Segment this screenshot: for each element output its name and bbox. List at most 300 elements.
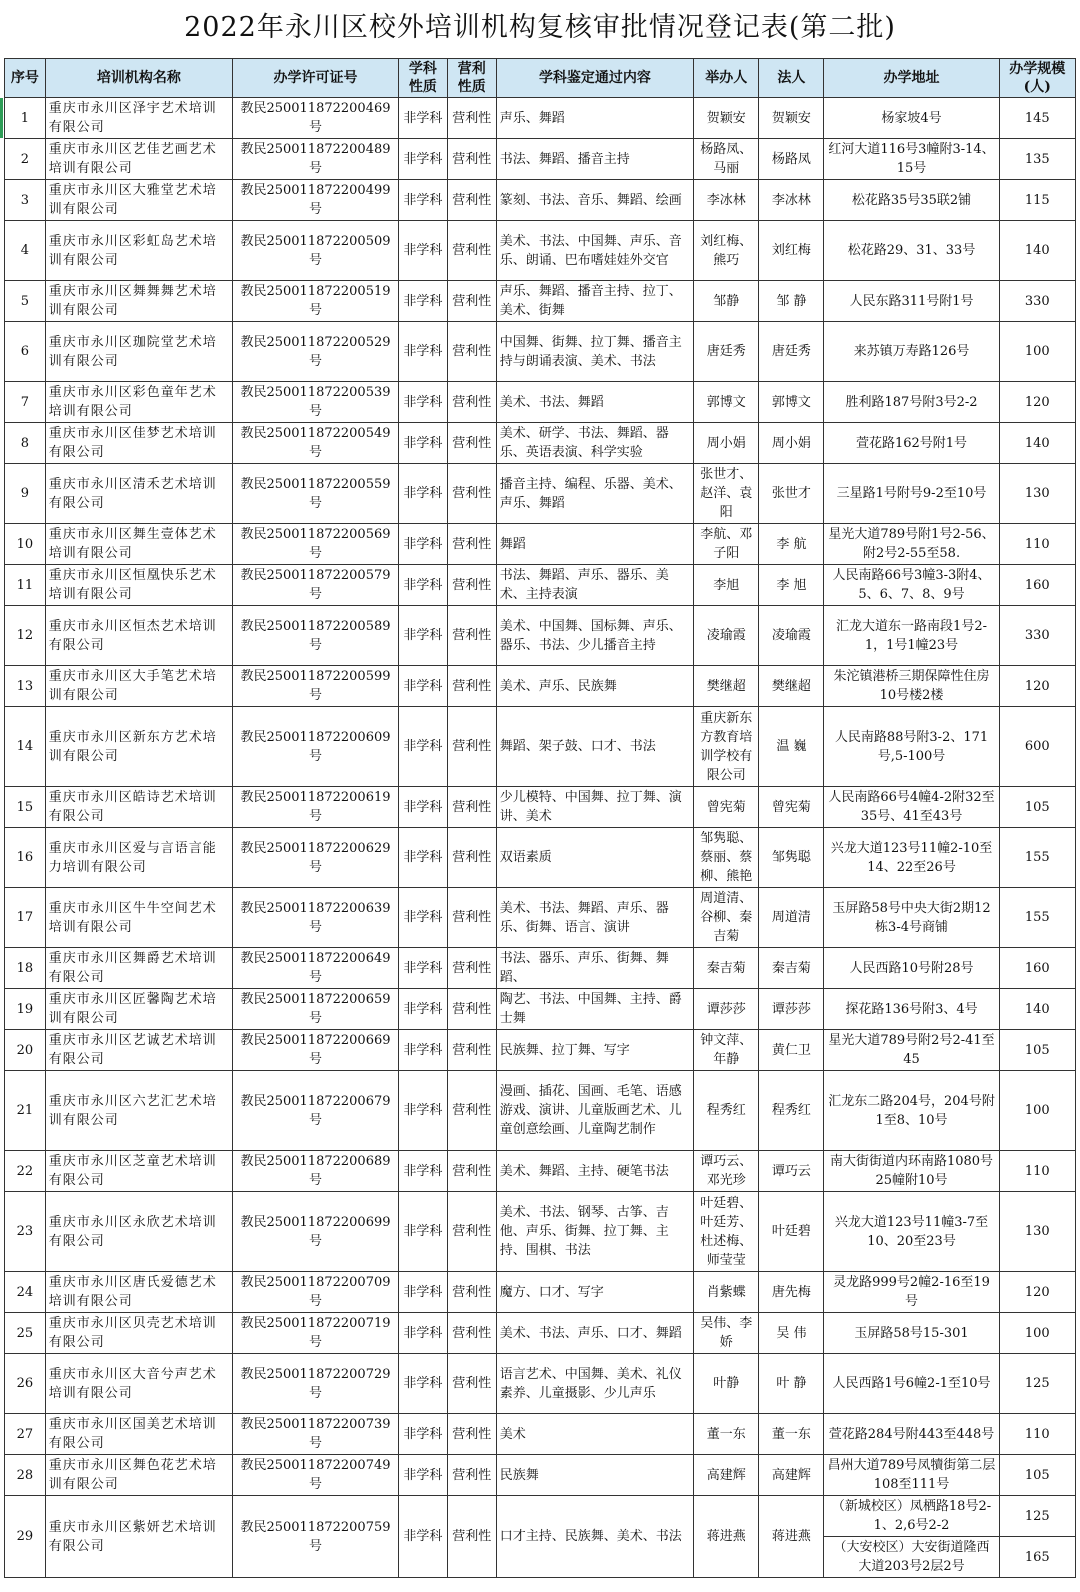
cell-profit: 营利性 <box>447 1151 496 1192</box>
cell-organizer: 肖紫蝶 <box>694 1272 759 1313</box>
cell-profit: 营利性 <box>447 565 496 606</box>
cell-scale: 330 <box>999 281 1075 322</box>
cell-organizer: 樊继超 <box>694 666 759 707</box>
cell-organizer: 郭博文 <box>694 382 759 423</box>
cell-subject: 非学科 <box>398 606 447 666</box>
cell-subject: 非学科 <box>398 948 447 989</box>
cell-subject: 非学科 <box>398 707 447 787</box>
cell-content: 美术、书法、钢琴、古筝、吉他、声乐、街舞、拉丁舞、主持、围棋、书法 <box>496 1192 694 1272</box>
cell-subject: 非学科 <box>398 281 447 322</box>
cell-license: 教民250011872200739号 <box>233 1414 399 1455</box>
cell-legal: 李 旭 <box>759 565 824 606</box>
header-profit: 营利性质 <box>447 59 496 98</box>
cell-profit: 营利性 <box>447 382 496 423</box>
cell-content: 美术 <box>496 1414 694 1455</box>
cell-organizer: 叶廷碧、叶廷芳、杜述梅、师莹莹 <box>694 1192 759 1272</box>
cell-subject: 非学科 <box>398 1354 447 1414</box>
cell-name: 重庆市永川区贝壳艺术培训有限公司 <box>45 1313 232 1354</box>
cell-organizer: 刘红梅、熊巧 <box>694 221 759 281</box>
cell-organizer: 张世才、赵洋、袁阳 <box>694 464 759 524</box>
cell-scale: 110 <box>999 524 1075 565</box>
cell-address: 胜利路187号附3号2-2 <box>824 382 999 423</box>
cell-scale: 140 <box>999 221 1075 281</box>
cell-license: 教民250011872200589号 <box>233 606 399 666</box>
cell-license: 教民250011872200489号 <box>233 139 399 180</box>
cell-name: 重庆市永川区大雅堂艺术培训有限公司 <box>45 180 232 221</box>
cell-profit: 营利性 <box>447 524 496 565</box>
cell-name: 重庆市永川区泽宇艺术培训有限公司 <box>45 98 232 139</box>
cell-subject: 非学科 <box>398 1496 447 1578</box>
cell-no: 8 <box>5 423 46 464</box>
cell-profit: 营利性 <box>447 1414 496 1455</box>
page-title: 2022年永川区校外培训机构复核审批情况登记表(第二批) <box>184 12 896 43</box>
table-header-row <box>5 59 1076 98</box>
cell-name: 重庆市永川区恒杰艺术培训有限公司 <box>45 606 232 666</box>
cell-license: 教民250011872200649号 <box>233 948 399 989</box>
cell-organizer: 秦吉菊 <box>694 948 759 989</box>
cell-content: 美术、书法、舞蹈、声乐、器乐、街舞、语言、演讲 <box>496 888 694 948</box>
cell-legal: 董一东 <box>759 1414 824 1455</box>
cell-organizer: 李冰林 <box>694 180 759 221</box>
cell-subject: 非学科 <box>398 787 447 828</box>
cell-profit: 营利性 <box>447 1313 496 1354</box>
cell-legal: 谭巧云 <box>759 1151 824 1192</box>
cell-subject: 非学科 <box>398 1313 447 1354</box>
cell-content: 美术、研学、书法、舞蹈、器乐、英语表演、科学实验 <box>496 423 694 464</box>
cell-legal: 唐廷秀 <box>759 322 824 382</box>
cell-name: 重庆市永川区唐氏爱德艺术培训有限公司 <box>45 1272 232 1313</box>
cell-legal: 黄仁卫 <box>759 1030 824 1071</box>
cell-name: 重庆市永川区大手笔艺术培训有限公司 <box>45 666 232 707</box>
cell-license: 教民250011872200519号 <box>233 281 399 322</box>
cell-no: 13 <box>5 666 46 707</box>
cell-subject: 非学科 <box>398 565 447 606</box>
cell-license: 教民250011872200579号 <box>233 565 399 606</box>
cell-no: 16 <box>5 828 46 888</box>
cell-no: 9 <box>5 464 46 524</box>
cell-subject: 非学科 <box>398 524 447 565</box>
cell-license: 教民250011872200509号 <box>233 221 399 281</box>
cell-organizer: 杨路凤、马丽 <box>694 139 759 180</box>
header-address: 办学地址 <box>824 59 999 98</box>
cell-no: 20 <box>5 1030 46 1071</box>
cell-subject: 非学科 <box>398 464 447 524</box>
header-legal: 法人 <box>759 59 824 98</box>
cell-content: 书法、器乐、声乐、街舞、舞蹈、 <box>496 948 694 989</box>
cell-organizer: 李航、邓子阳 <box>694 524 759 565</box>
cell-no: 6 <box>5 322 46 382</box>
cell-name: 重庆市永川区恒凰快乐艺术培训有限公司 <box>45 565 232 606</box>
cell-content: 语言艺术、中国舞、美术、礼仪素养、儿童摄影、少儿声乐 <box>496 1354 694 1414</box>
cell-profit: 营利性 <box>447 423 496 464</box>
cell-scale: 100 <box>999 322 1075 382</box>
cell-no: 28 <box>5 1455 46 1496</box>
cell-legal: 李 航 <box>759 524 824 565</box>
cell-content: 舞蹈 <box>496 524 694 565</box>
cell-no: 27 <box>5 1414 46 1455</box>
cell-legal: 李冰林 <box>759 180 824 221</box>
table-row <box>5 281 1076 322</box>
cell-license: 教民250011872200679号 <box>233 1071 399 1151</box>
table-row <box>5 707 1076 787</box>
cell-scale: 155 <box>999 828 1075 888</box>
cell-address: 探花路136号附3、4号 <box>824 989 999 1030</box>
cell-subject: 非学科 <box>398 423 447 464</box>
table-row <box>5 423 1076 464</box>
cell-scale: 130 <box>999 464 1075 524</box>
table-row <box>5 1496 1076 1537</box>
cell-address: 玉屏路58号中央大街2期12栋3-4号商铺 <box>824 888 999 948</box>
cell-name: 重庆市永川区芝童艺术培训有限公司 <box>45 1151 232 1192</box>
cell-scale: 145 <box>999 98 1075 139</box>
table-row <box>5 828 1076 888</box>
table-row <box>5 989 1076 1030</box>
cell-name: 重庆市永川区艺佳艺画艺术培训有限公司 <box>45 139 232 180</box>
cell-subject: 非学科 <box>398 666 447 707</box>
table-row <box>5 888 1076 948</box>
cell-name: 重庆市永川区清禾艺术培训有限公司 <box>45 464 232 524</box>
cell-profit: 营利性 <box>447 1272 496 1313</box>
cell-organizer: 谭莎莎 <box>694 989 759 1030</box>
cell-profit: 营利性 <box>447 281 496 322</box>
cell-legal: 程秀红 <box>759 1071 824 1151</box>
table-row <box>5 787 1076 828</box>
cell-no: 10 <box>5 524 46 565</box>
cell-name: 重庆市永川区爱与言语言能力培训有限公司 <box>45 828 232 888</box>
cell-organizer: 董一东 <box>694 1414 759 1455</box>
cell-scale: 140 <box>999 989 1075 1030</box>
cell-content: 美术、舞蹈、主持、硬笔书法 <box>496 1151 694 1192</box>
cell-address: 杨家坡4号 <box>824 98 999 139</box>
cell-legal: 谭莎莎 <box>759 989 824 1030</box>
cell-organizer: 蒋进燕 <box>694 1496 759 1578</box>
cell-license: 教民250011872200659号 <box>233 989 399 1030</box>
cell-address: 星光大道789号附1号2-56、附2号2-55至58. <box>824 524 999 565</box>
cell-name: 重庆市永川区佳梦艺术培训有限公司 <box>45 423 232 464</box>
cell-organizer: 重庆新东方教育培训学校有限公司 <box>694 707 759 787</box>
cell-address: 兴龙大道123号11幢3-7至10、20至23号 <box>824 1192 999 1272</box>
cell-name: 重庆市永川区舞色花艺术培训有限公司 <box>45 1455 232 1496</box>
cell-no: 11 <box>5 565 46 606</box>
cell-name: 重庆市永川区六艺汇艺术培训有限公司 <box>45 1071 232 1151</box>
cell-organizer: 贺颖安 <box>694 98 759 139</box>
cell-address: 汇龙东二路204号，204号附1至8、10号 <box>824 1071 999 1151</box>
cell-subject: 非学科 <box>398 1192 447 1272</box>
cell-scale: 120 <box>999 1272 1075 1313</box>
table-row <box>5 606 1076 666</box>
cell-profit: 营利性 <box>447 1455 496 1496</box>
cell-subject: 非学科 <box>398 382 447 423</box>
table-row <box>5 666 1076 707</box>
table-row <box>5 98 1076 139</box>
cell-name: 重庆市永川区皓诗艺术培训有限公司 <box>45 787 232 828</box>
cell-scale: 100 <box>999 1071 1075 1151</box>
cell-name: 重庆市永川区舞舞舞艺术培训有限公司 <box>45 281 232 322</box>
cell-profit: 营利性 <box>447 464 496 524</box>
cell-license: 教民250011872200539号 <box>233 382 399 423</box>
cell-license: 教民250011872200559号 <box>233 464 399 524</box>
cell-subject: 非学科 <box>398 1151 447 1192</box>
cell-content: 美术、书法、中国舞、声乐、音乐、朗诵、巴布嗜娃娃外交官 <box>496 221 694 281</box>
cell-address: 松花路35号35联2铺 <box>824 180 999 221</box>
cell-legal: 吴 伟 <box>759 1313 824 1354</box>
cell-content: 漫画、插花、国画、毛笔、语感游戏、演讲、儿童版画艺术、儿童创意绘画、儿童陶艺制作 <box>496 1071 694 1151</box>
cell-legal: 周道清 <box>759 888 824 948</box>
cell-content: 美术、中国舞、国标舞、声乐、器乐、书法、少儿播音主持 <box>496 606 694 666</box>
cell-scale: 160 <box>999 565 1075 606</box>
cell-license: 教民250011872200609号 <box>233 707 399 787</box>
cell-scale: 160 <box>999 948 1075 989</box>
cell-scale: 135 <box>999 139 1075 180</box>
cell-legal: 樊继超 <box>759 666 824 707</box>
cell-legal: 唐先梅 <box>759 1272 824 1313</box>
header-organizer: 举办人 <box>694 59 759 98</box>
header-name: 培训机构名称 <box>45 59 232 98</box>
cell-legal: 曾宪菊 <box>759 787 824 828</box>
cell-address: 星光大道789号附2号2-41至45 <box>824 1030 999 1071</box>
cell-profit: 营利性 <box>447 1354 496 1414</box>
cell-name: 重庆市永川区艺诚艺术培训有限公司 <box>45 1030 232 1071</box>
cell-name: 重庆市永川区大音兮声艺术培训有限公司 <box>45 1354 232 1414</box>
cell-address: 人民南路66号4幢4-2附32至35号、41至43号 <box>824 787 999 828</box>
cell-content: 民族舞、拉丁舞、写字 <box>496 1030 694 1071</box>
header-subject: 学科性质 <box>398 59 447 98</box>
table-row <box>5 565 1076 606</box>
cell-license: 教民250011872200629号 <box>233 828 399 888</box>
cell-license: 教民250011872200599号 <box>233 666 399 707</box>
table-row <box>5 948 1076 989</box>
cell-scale: 155 <box>999 888 1075 948</box>
cell-subject: 非学科 <box>398 1071 447 1151</box>
cell-organizer: 高建辉 <box>694 1455 759 1496</box>
cell-subject: 非学科 <box>398 322 447 382</box>
cell-legal: 温 巍 <box>759 707 824 787</box>
cell-scale: 115 <box>999 180 1075 221</box>
cell-legal: 蒋进燕 <box>759 1496 824 1578</box>
cell-profit: 营利性 <box>447 1496 496 1578</box>
cell-no: 18 <box>5 948 46 989</box>
cell-profit: 营利性 <box>447 98 496 139</box>
cell-no: 2 <box>5 139 46 180</box>
cell-name: 重庆市永川区牛牛空间艺术培训有限公司 <box>45 888 232 948</box>
cell-content: 美术、书法、舞蹈 <box>496 382 694 423</box>
cell-scale: 120 <box>999 666 1075 707</box>
cell-profit: 营利性 <box>447 139 496 180</box>
cell-profit: 营利性 <box>447 1030 496 1071</box>
cell-legal: 秦吉菊 <box>759 948 824 989</box>
cell-legal: 邹 静 <box>759 281 824 322</box>
table-row <box>5 180 1076 221</box>
cell-address: 朱沱镇港桥三期保障性住房10号楼2楼 <box>824 666 999 707</box>
table-row <box>5 1030 1076 1071</box>
cell-address: 南大街街道内环南路1080号25幢附10号 <box>824 1151 999 1192</box>
cell-subject: 非学科 <box>398 888 447 948</box>
cell-no: 7 <box>5 382 46 423</box>
cell-license: 教民250011872200709号 <box>233 1272 399 1313</box>
cell-scale: 110 <box>999 1151 1075 1192</box>
cell-profit: 营利性 <box>447 1192 496 1272</box>
cell-license: 教民250011872200569号 <box>233 524 399 565</box>
cell-address: 玉屏路58号15-301 <box>824 1313 999 1354</box>
cell-name: 重庆市永川区舞生壹体艺术培训有限公司 <box>45 524 232 565</box>
cell-no: 3 <box>5 180 46 221</box>
table-row <box>5 1354 1076 1414</box>
cell-profit: 营利性 <box>447 322 496 382</box>
table-row <box>5 1414 1076 1455</box>
cell-legal: 张世才 <box>759 464 824 524</box>
cell-scale: 125 <box>999 1354 1075 1414</box>
cell-profit: 营利性 <box>447 606 496 666</box>
cell-name: 重庆市永川区永欣艺术培训有限公司 <box>45 1192 232 1272</box>
cell-subject: 非学科 <box>398 1272 447 1313</box>
table-row <box>5 139 1076 180</box>
cell-address: 人民东路311号附1号 <box>824 281 999 322</box>
cell-organizer: 叶静 <box>694 1354 759 1414</box>
cell-name: 重庆市永川区珈院堂艺术培训有限公司 <box>45 322 232 382</box>
header-content: 学科鉴定通过内容 <box>496 59 694 98</box>
cell-organizer: 凌瑜霞 <box>694 606 759 666</box>
cell-no: 12 <box>5 606 46 666</box>
cell-license: 教民250011872200499号 <box>233 180 399 221</box>
cell-profit: 营利性 <box>447 1071 496 1151</box>
cell-content: 双语素质 <box>496 828 694 888</box>
cell-content: 书法、舞蹈、播音主持 <box>496 139 694 180</box>
cell-license: 教民250011872200749号 <box>233 1455 399 1496</box>
cell-license: 教民250011872200719号 <box>233 1313 399 1354</box>
cell-address: 人民西路10号附28号 <box>824 948 999 989</box>
cell-scale: 130 <box>999 1192 1075 1272</box>
cell-address: 灵龙路999号2幢2-16至19号 <box>824 1272 999 1313</box>
cell-name: 重庆市永川区彩虹岛艺术培训有限公司 <box>45 221 232 281</box>
cell-legal: 郭博文 <box>759 382 824 423</box>
cell-scale-b: 165 <box>999 1537 1075 1578</box>
cell-name: 重庆市永川区紫妍艺术培训有限公司 <box>45 1496 232 1578</box>
cell-subject: 非学科 <box>398 180 447 221</box>
cell-organizer: 邹静 <box>694 281 759 322</box>
cell-content: 陶艺、书法、中国舞、主持、爵士舞 <box>496 989 694 1030</box>
cell-no: 15 <box>5 787 46 828</box>
header-scale: 办学规模(人) <box>999 59 1075 98</box>
cell-scale: 105 <box>999 1030 1075 1071</box>
cell-organizer: 周道清、谷柳、秦吉菊 <box>694 888 759 948</box>
cell-profit: 营利性 <box>447 787 496 828</box>
cell-subject: 非学科 <box>398 828 447 888</box>
cell-scale: 110 <box>999 1414 1075 1455</box>
cell-no: 19 <box>5 989 46 1030</box>
cell-no: 14 <box>5 707 46 787</box>
cell-profit: 营利性 <box>447 888 496 948</box>
cell-license: 教民250011872200759号 <box>233 1496 399 1578</box>
table-row <box>5 1192 1076 1272</box>
cell-profit: 营利性 <box>447 221 496 281</box>
cell-license: 教民250011872200669号 <box>233 1030 399 1071</box>
cell-legal: 凌瑜霞 <box>759 606 824 666</box>
cell-address: 人民南路88号附3-2、171号,5-100号 <box>824 707 999 787</box>
cell-address: 萱花路162号附1号 <box>824 423 999 464</box>
table-row <box>5 322 1076 382</box>
cell-no: 22 <box>5 1151 46 1192</box>
cell-scale-a: 125 <box>999 1496 1075 1537</box>
cell-address: 萱花路284号附443至448号 <box>824 1414 999 1455</box>
header-no: 序号 <box>5 59 46 98</box>
cell-subject: 非学科 <box>398 1030 447 1071</box>
cell-license: 教民250011872200529号 <box>233 322 399 382</box>
cell-address: 汇龙大道东一路南段1号2-1，1号1幢23号 <box>824 606 999 666</box>
cell-address: 昌州大道789号凤犢街第二层108至111号 <box>824 1455 999 1496</box>
cell-name: 重庆市永川区匠馨陶艺术培训有限公司 <box>45 989 232 1030</box>
cell-content: 口才主持、民族舞、美术、书法 <box>496 1496 694 1578</box>
cell-address-b: （大安校区）大安街道隆西大道203号2层2号 <box>824 1537 999 1578</box>
cell-subject: 非学科 <box>398 1455 447 1496</box>
cell-no: 17 <box>5 888 46 948</box>
cell-no: 1 <box>5 98 46 139</box>
cell-profit: 营利性 <box>447 828 496 888</box>
cell-license: 教民250011872200699号 <box>233 1192 399 1272</box>
table-row <box>5 1455 1076 1496</box>
cell-legal: 叶廷碧 <box>759 1192 824 1272</box>
cell-name: 重庆市永川区新东方艺术培训有限公司 <box>45 707 232 787</box>
cell-content: 书法、舞蹈、声乐、器乐、美术、主持表演 <box>496 565 694 606</box>
cell-name: 重庆市永川区舞爵艺术培训有限公司 <box>45 948 232 989</box>
cell-organizer: 谭巧云、邓光珍 <box>694 1151 759 1192</box>
cell-scale: 120 <box>999 382 1075 423</box>
table-row <box>5 1272 1076 1313</box>
cell-no: 23 <box>5 1192 46 1272</box>
cell-name: 重庆市永川区国美艺术培训有限公司 <box>45 1414 232 1455</box>
cell-profit: 营利性 <box>447 666 496 707</box>
cell-profit: 营利性 <box>447 989 496 1030</box>
cell-legal: 贺颖安 <box>759 98 824 139</box>
cell-content: 美术、声乐、民族舞 <box>496 666 694 707</box>
table-row <box>5 1071 1076 1151</box>
cell-scale: 100 <box>999 1313 1075 1354</box>
cell-license: 教民250011872200469号 <box>233 98 399 139</box>
cell-organizer: 钟文萍、年静 <box>694 1030 759 1071</box>
header-license: 办学许可证号 <box>233 59 399 98</box>
cell-organizer: 吴伟、李娇 <box>694 1313 759 1354</box>
cell-content: 魔方、口才、写字 <box>496 1272 694 1313</box>
cell-no: 5 <box>5 281 46 322</box>
cell-content: 声乐、舞蹈、播音主持、拉丁、美术、街舞 <box>496 281 694 322</box>
cell-subject: 非学科 <box>398 98 447 139</box>
cell-address: 兴龙大道123号11幢2-10至14、22至26号 <box>824 828 999 888</box>
cell-content: 播音主持、编程、乐器、美术、声乐、舞蹈 <box>496 464 694 524</box>
table-row <box>5 524 1076 565</box>
cell-legal: 高建辉 <box>759 1455 824 1496</box>
cell-legal: 刘红梅 <box>759 221 824 281</box>
table-row <box>5 1313 1076 1354</box>
cell-license: 教民250011872200729号 <box>233 1354 399 1414</box>
cell-organizer: 程秀红 <box>694 1071 759 1151</box>
cell-content: 舞蹈、架子鼓、口才、书法 <box>496 707 694 787</box>
cell-content: 民族舞 <box>496 1455 694 1496</box>
cell-no: 29 <box>5 1496 46 1578</box>
cell-profit: 营利性 <box>447 948 496 989</box>
cell-license: 教民250011872200689号 <box>233 1151 399 1192</box>
cell-scale: 140 <box>999 423 1075 464</box>
cell-scale: 105 <box>999 787 1075 828</box>
table-row <box>5 382 1076 423</box>
cell-profit: 营利性 <box>447 180 496 221</box>
cell-license: 教民250011872200549号 <box>233 423 399 464</box>
cell-address: 红河大道116号3幢附3-14、15号 <box>824 139 999 180</box>
cell-legal: 周小娟 <box>759 423 824 464</box>
cell-legal: 杨路凤 <box>759 139 824 180</box>
cell-name: 重庆市永川区彩色童年艺术培训有限公司 <box>45 382 232 423</box>
cell-content: 篆刻、书法、音乐、舞蹈、绘画 <box>496 180 694 221</box>
table-row <box>5 464 1076 524</box>
cell-content: 美术、书法、声乐、口才、舞蹈 <box>496 1313 694 1354</box>
